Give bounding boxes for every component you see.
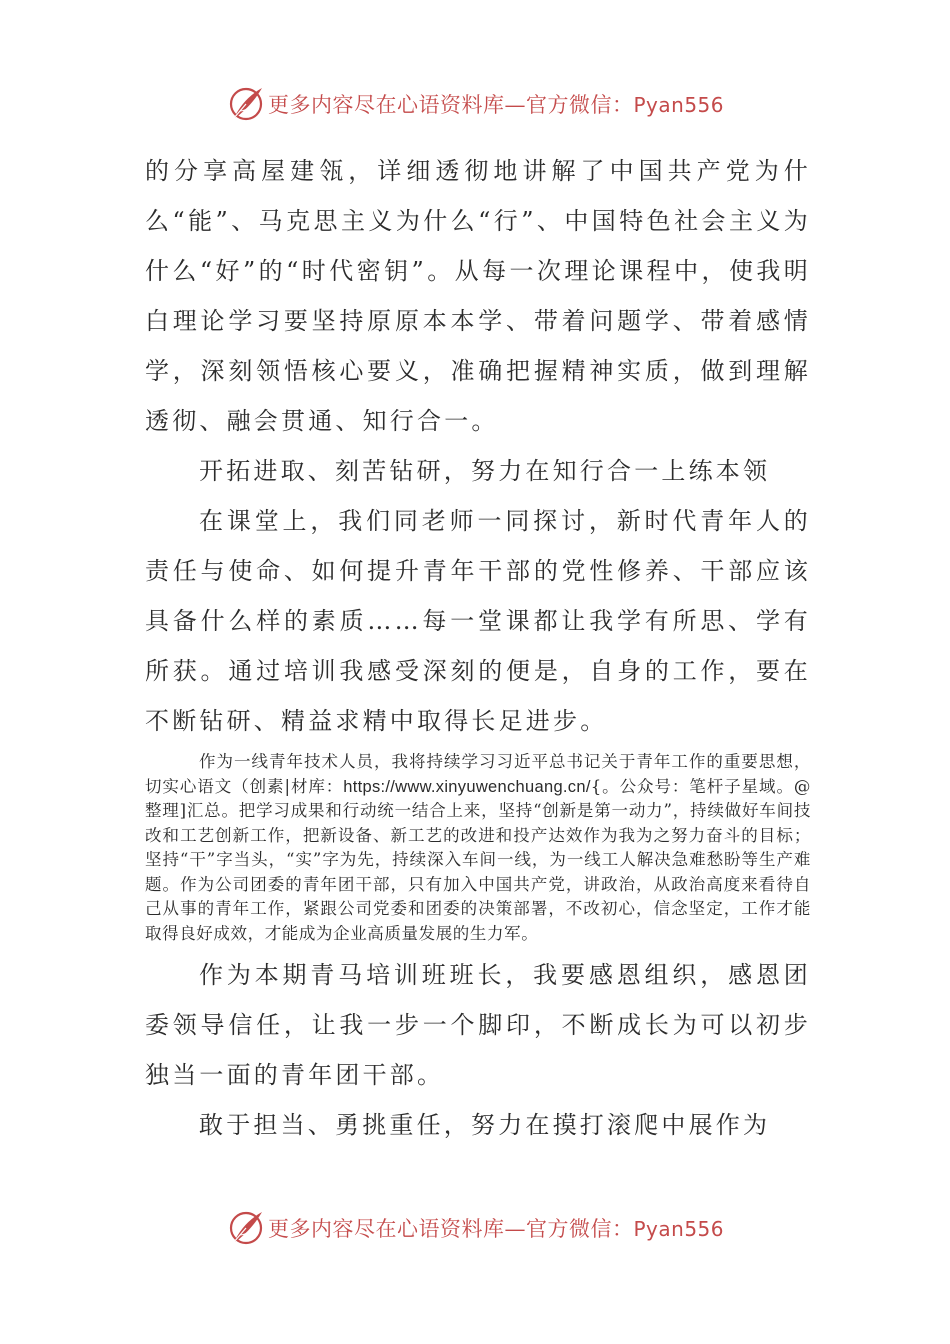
section-heading-practice: 开拓进取、刻苦钻研，努力在知行合一上练本领 [199,457,771,485]
source-url: https://www.xinyuwenchuang.cn/ [343,777,591,796]
header-banner-text: 更多内容尽在心语资料库—官方微信：Pyan556 [268,93,725,117]
footer-banner [226,1206,746,1250]
header-banner [226,82,746,126]
footer-banner-text: 更多内容尽在心语资料库—官方微信：Pyan556 [268,1217,725,1241]
header-wechat-id: Pyan556 [633,93,725,117]
paragraph-classroom: 在课堂上，我们同老师一同探讨，新时代青年人的责任与使命、如何提升青年干部的党性修养、干部应该具备什么样的素质……每一堂课都让我学有所思、学有所获。通过培训我感受深刻的便是，自身的工作，要在不断钻研、精益求精中取得长足进步。 [145,507,811,735]
article-body [145,146,811,1150]
quill-pen-logo-icon [226,1208,266,1248]
paragraph-theory-study: 的分享高屋建瓴，详细透彻地讲解了中国共产党为什么“能”、马克思主义为什么“行”、中国特色社会主义为什么“好”的“时代密钥”。从每一次理论课程中，使我明白理论学习要坚持原原本本学、带着问题学、带着感情学，深刻领悟核心要义，准确把握精神实质，做到理解透彻、融会贯通、知行合一。 [145,157,811,435]
footer-wechat-id: Pyan556 [633,1217,725,1241]
paragraph-class-monitor: 作为本期青马培训班班长，我要感恩组织，感恩团委领导信任，让我一步一个脚印，不断成长为可以初步独当一面的青年团干部。 [145,961,811,1089]
section-heading-responsibility: 敢于担当、勇挑重任，努力在摸打滚爬中展作为 [199,1111,771,1139]
paragraph-technician-small: 作为一线青年技术人员，我将持续学习习近平总书记关于青年工作的重要思想，切实心语文（创素|材库：https://www.xinyuwenchuang.cn/{。公众号：笔杆子星域。@整理]汇总。把学习成果和行动统一结合上来，坚持“创新是第一动力”，持续做好车间技改和工艺创新工作，把新设备、新工艺的改进和投产达效作为我为之努力奋斗的目标；坚持“干”字当头，“实”字为先，持续深入车间一线，为一线工人解决急难愁盼等生产难题。作为公司团委的青年团干部，只有加入中国共产党，讲政治，从政治高度来看待自己从事的青年工作，紧跟公司党委和团委的决策部署，不改初心，信念坚定，工作才能取得良好成效，才能成为企业高质量发展的生力军。 [145,752,811,943]
quill-pen-logo-icon [226,84,266,124]
